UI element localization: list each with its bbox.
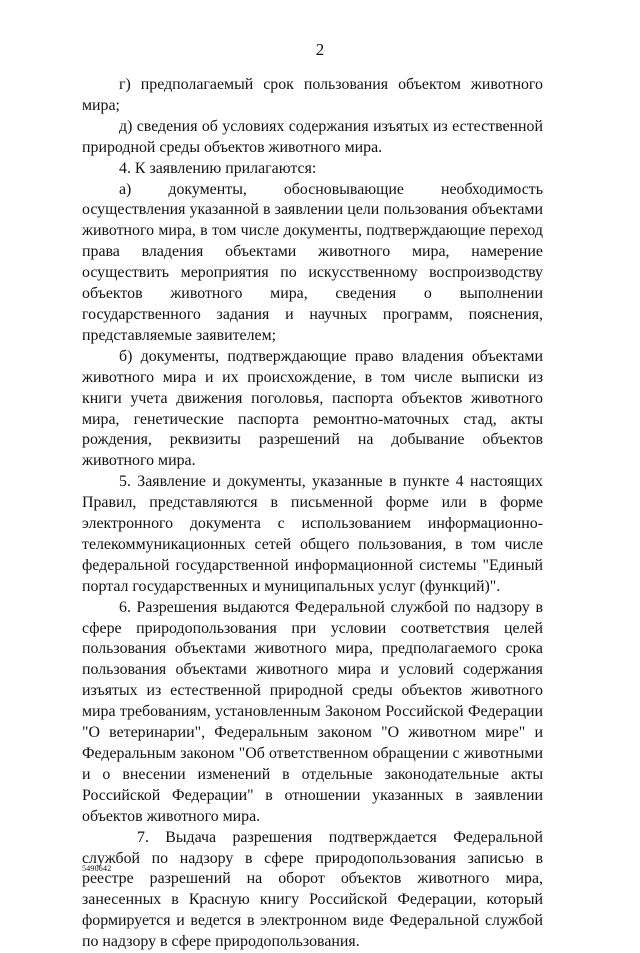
- paragraph-3d-conditions: д) сведения об условиях содержания изъятых из естественной природной среды объектов животного мира.: [82, 117, 543, 156]
- paragraph-4-heading: 4. К заявлению прилагаются:: [119, 159, 317, 177]
- document-body: [82, 75, 543, 953]
- paragraph-6-permits: 6. Разрешения выдаются Федеральной службой по надзору в сфере природопользования при условии соответствия целей пользования объектами животного мира, предполагаемого срока пользования объектами животного мира и условий содержания изъятых из естественной природной среды объектов животного мира требованиям, установленным Законом Российской Федерации "О ветеринарии", Федеральным законом "О животном мире" и Федеральным законом "Об ответственном обращении с животными и о внесении изменений в отдельные законодательные акты Российской Федерации" в отношении указанных в заявлении объектов животного мира.: [82, 598, 543, 825]
- paragraph-3g-term: г) предполагаемый срок пользования объектом животного мира;: [82, 76, 543, 114]
- page-number: 2: [315, 40, 325, 59]
- paragraph-7-registry: 7. Выдача разрешения подтверждается Федеральной службой по надзору в сфере природопользования записью в реестре разрешений на оборот объектов животного мира, занесенных в Красную книгу Российской Федерации, который формируется и ведется в электронном виде Федеральной службой по надзору в сфере природопользования.: [82, 828, 543, 951]
- paragraph-4b-documents: б) документы, подтверждающие право владения объектами животного мира и их происхождение, в том числе выписки из книги учета движения поголовья, паспорта объектов животного мира, генетические паспорта ремонтно-маточных стад, акты рождения, реквизиты разрешений на добывание объектов животного мира.: [82, 347, 543, 470]
- paragraph-5-submission: 5. Заявление и документы, указанные в пункте 4 настоящих Правил, представляются в письменной форме или в форме электронного документа с использованием информационно-телекоммуникационных сетей общего пользования, в том числе федеральной государственной информационной системы "Единый портал государственных и муниципальных услуг (функций)".: [82, 473, 543, 595]
- paragraph-4a-documents: а) документы, обосновывающие необходимость осуществления указанной в заявлении цели пользования объектами животного мира, в том числе документы, подтверждающие переход права владения объектами животного мира, намерение осуществить мероприятия по искусственному воспроизводству объектов животного мира, сведения о выполнении государственного задания и научных программ, пояснения, представляемые заявителем;: [82, 180, 543, 344]
- document-code: 5490642: [82, 864, 112, 873]
